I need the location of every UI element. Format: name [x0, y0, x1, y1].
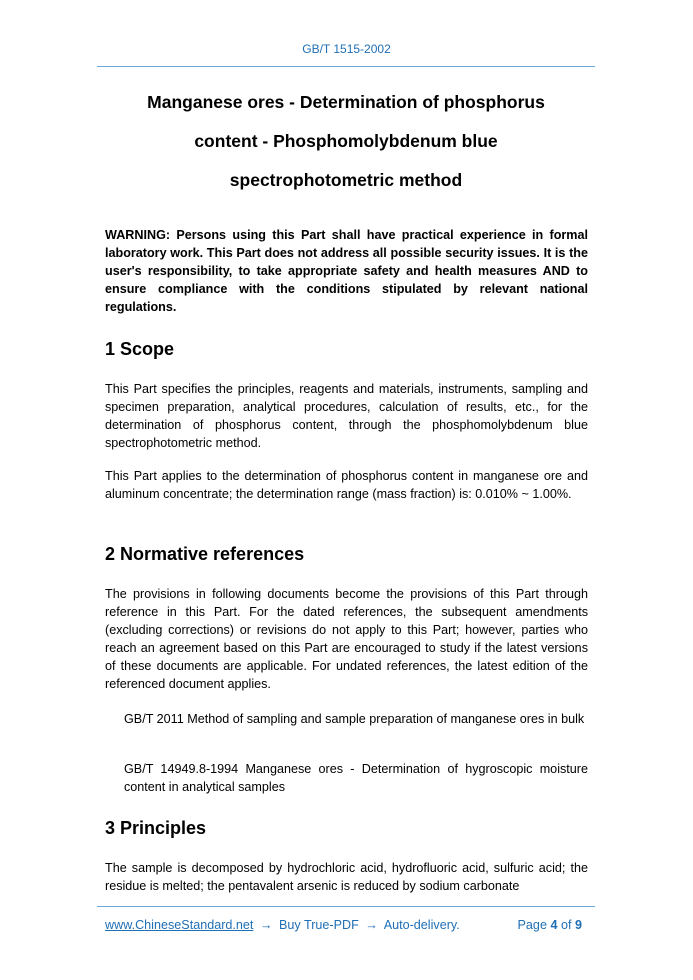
footer-divider	[97, 906, 595, 907]
page-label: Page	[517, 918, 547, 932]
section-heading-scope: 1 Scope	[105, 339, 175, 359]
warning-paragraph: WARNING: Persons using this Part shall have practical experience in formal laboratory work. This Part does not address all possible security issues. It is the user's responsibility, to take appropriate safety and health measures AND to ensure compliance with the conditions stipulated by relevant national regulations.	[105, 228, 588, 314]
header-divider	[97, 66, 595, 67]
website-link[interactable]: www.ChineseStandard.net	[105, 918, 254, 932]
buy-true-pdf-text: Buy True-PDF	[279, 918, 359, 932]
scope-paragraph-1: This Part specifies the principles, reagents and materials, instruments, sampling and specimen preparation, analytical procedures, calculation of results, etc., for the determination of phosphorus content, through the phosphomolybdenum blue spectrophotometric method.	[105, 382, 588, 450]
principles-paragraph-1: The sample is decomposed by hydrochloric acid, hydrofluoric acid, sulfuric acid; the residue is melted; the pentavalent arsenic is reduced by sodium carbonate	[105, 861, 588, 893]
page-of-label: of	[560, 918, 572, 932]
page-current: 4	[550, 918, 558, 932]
page-total: 9	[574, 918, 582, 932]
header-standard-code: GB/T 1515-2002	[302, 42, 391, 56]
footer	[105, 917, 588, 933]
reference-item-gbt-2011: GB/T 2011 Method of sampling and sample preparation of manganese ores in bulk	[124, 712, 585, 726]
arrow-right-icon: →	[365, 918, 378, 932]
document-title	[97, 83, 595, 200]
title-line-1: Manganese ores - Determination of phosphorus	[147, 92, 545, 112]
section-heading-principles: 3 Principles	[105, 818, 207, 838]
reference-item-gbt-14949: GB/T 14949.8-1994 Manganese ores - Determination of hygroscopic moisture content in analytical samples	[124, 762, 588, 794]
page-indicator	[518, 917, 582, 933]
section-heading-normative-references: 2 Normative references	[105, 544, 305, 564]
scope-paragraph-2: This Part applies to the determination of phosphorus content in manganese ore and aluminum concentrate; the determination range (mass fraction) is: 0.010% ~ 1.00%.	[105, 469, 588, 501]
auto-delivery-text: Auto-delivery.	[383, 918, 460, 932]
title-line-2: content - Phosphomolybdenum blue	[194, 131, 498, 151]
normative-paragraph-1: The provisions in following documents become the provisions of this Part through reference in this Part. For the dated references, the subsequent amendments (excluding corrections) or revisions do not apply to this Part; however, parties who reach an agreement based on this Part are encouraged to study if the latest versions of these documents are applicable. For undated references, the latest edition of the referenced document applies.	[105, 587, 588, 691]
arrow-right-icon: →	[259, 918, 273, 932]
title-line-3: spectrophotometric method	[229, 170, 463, 190]
